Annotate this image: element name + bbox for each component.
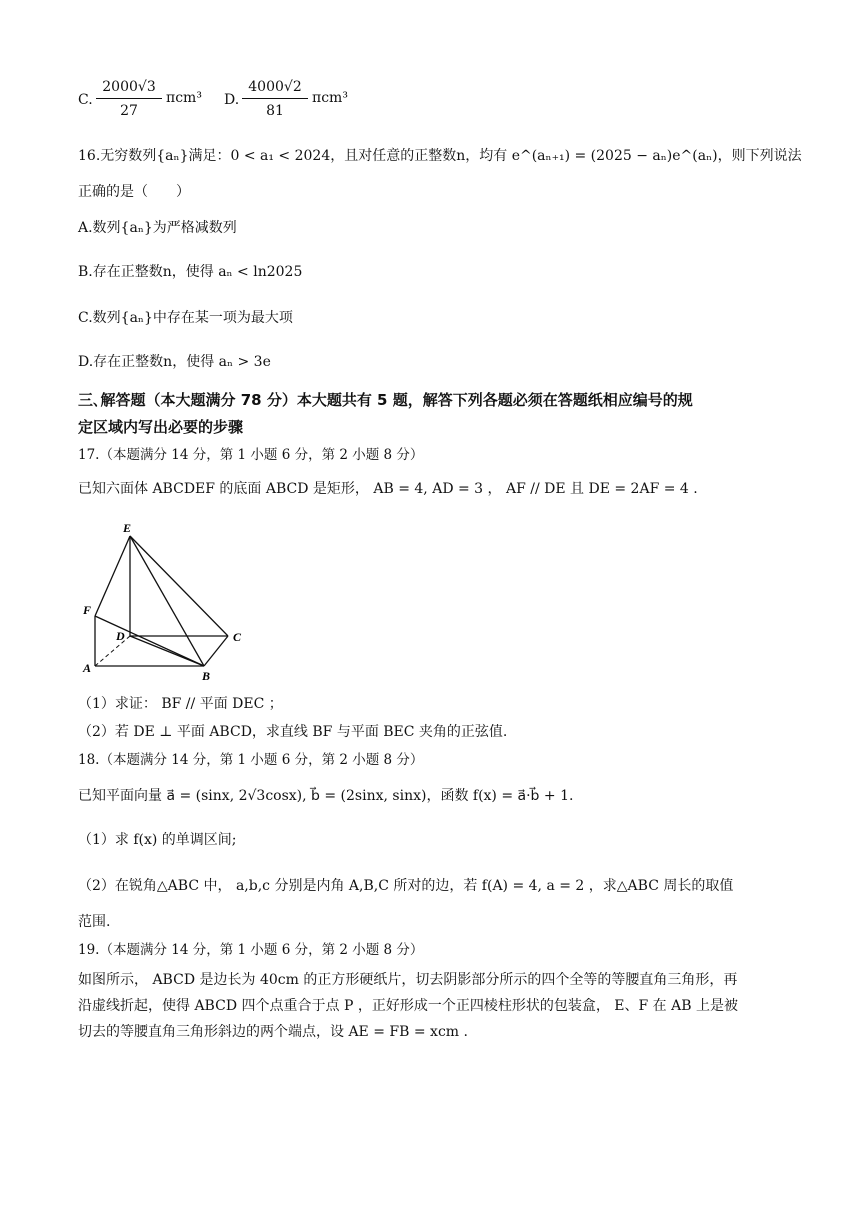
edge-ad-hidden <box>95 636 130 666</box>
fraction-denominator: 81 <box>266 103 284 119</box>
option-unit: πcm³ <box>166 90 202 106</box>
fraction <box>242 76 308 121</box>
vertex-label-f: F <box>83 603 92 617</box>
q18-part1: （1）求 f(x) 的单调区间; <box>78 832 237 848</box>
option-letter: D. <box>224 92 240 108</box>
q16-option-c: C.数列{aₙ}中存在某一项为最大项 <box>78 310 293 326</box>
option-letter: C. <box>78 92 93 108</box>
edge-db <box>130 636 204 666</box>
q17-part1: （1）求证： BF // 平面 DEC ； <box>78 696 283 712</box>
fraction-numerator: 2000√3 <box>96 76 162 99</box>
q17-hexahedron-figure <box>80 516 260 684</box>
q17-part2: （2）若 DE ⊥ 平面 ABCD，求直线 BF 与平面 BEC 夹角的正弦值. <box>78 724 508 740</box>
q19-header: 19.（本题满分 14 分，第 1 小题 6 分，第 2 小题 8 分） <box>78 942 424 958</box>
q19-line2: 沿虚线折起，使得 ABCD 四个点重合于点 P ，正好形成一个正四棱柱形状的包装盒， E、F 在 AB 上是被 <box>78 998 738 1014</box>
option-unit: πcm³ <box>312 90 348 106</box>
edge-fb <box>95 616 204 666</box>
q16-option-d: D.存在正整数n，使得 aₙ > 3e <box>78 354 271 370</box>
edge-ef <box>95 536 130 616</box>
vertex-label-a: A <box>83 661 92 675</box>
section3-heading-line2: 定区域内写出必要的步骤 <box>78 418 244 436</box>
q16-option-a: A.数列{aₙ}为严格减数列 <box>78 220 237 236</box>
q16-stem-line1: 16.无穷数列{aₙ}满足：0 < a₁ < 2024，且对任意的正整数n，均有 e^(aₙ₊₁) = (2025 − aₙ)e^(aₙ)，则下列说法 <box>78 148 802 164</box>
q16-option-b: B.存在正整数n，使得 aₙ < ln2025 <box>78 264 303 280</box>
q18-part2-line1: （2）在锐角△ABC 中， a,b,c 分别是内角 A,B,C 所对的边，若 f(A) = 4, a = 2 ，求△ABC 周长的取值 <box>78 878 734 894</box>
q18-stem: 已知平面向量 a⃗ = (sinx, 2√3cosx), b⃗ = (2sinx, sinx)，函数 f(x) = a⃗·b⃗ + 1. <box>78 788 574 804</box>
section3-heading-line1: 三､解答题（本大题满分 78 分）本大题共有 5 题，解答下列各题必须在答题纸相应编号的规 <box>78 391 693 409</box>
vertex-label-e: E <box>123 521 132 535</box>
edge-bc <box>204 636 228 666</box>
fraction-denominator: 27 <box>120 103 138 119</box>
q19-line3: 切去的等腰直角三角形斜边的两个端点，设 AE = FB = xcm . <box>78 1024 468 1040</box>
q17-header: 17.（本题满分 14 分，第 1 小题 6 分，第 2 小题 8 分） <box>78 447 424 463</box>
q18-part2-line2: 范围. <box>78 914 111 930</box>
fraction-numerator: 4000√2 <box>242 76 308 99</box>
q17-stem: 已知六面体 ABCDEF 的底面 ABCD 是矩形， AB = 4, AD = 3 ， AF // DE 且 DE = 2AF = 4 . <box>78 481 698 497</box>
vertex-label-d: D <box>116 629 125 643</box>
fraction <box>96 76 162 121</box>
q18-header: 18.（本题满分 14 分，第 1 小题 6 分，第 2 小题 8 分） <box>78 752 424 768</box>
vertex-label-c: C <box>233 630 242 644</box>
vertex-label-b: B <box>202 669 211 683</box>
q16-stem-line2: 正确的是（ ） <box>78 184 190 200</box>
q19-line1: 如图所示， ABCD 是边长为 40cm 的正方形硬纸片，切去阴影部分所示的四个全等的等腰直角三角形，再 <box>78 972 738 988</box>
